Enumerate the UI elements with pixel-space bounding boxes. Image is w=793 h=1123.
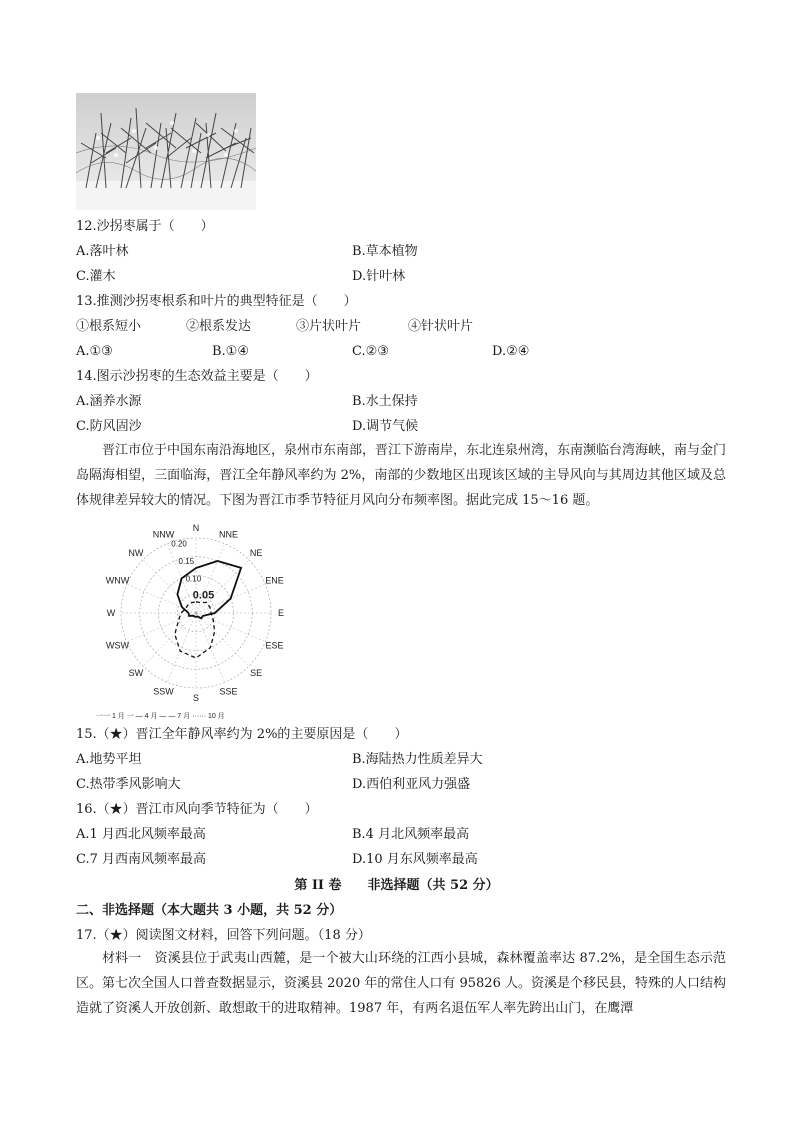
direction-label-s: S [192, 693, 200, 703]
direction-label-ne: NE [249, 547, 263, 558]
direction-label-ene: ENE [265, 575, 284, 586]
q15-option-c[interactable]: C.热带季风影响大 [76, 777, 181, 792]
direction-label-ssw: SSW [153, 686, 174, 697]
q14-option-d[interactable]: D.调节气候 [352, 419, 419, 434]
q13-statement-2: ②根系发达 [186, 319, 252, 334]
direction-label-wsw: WSW [106, 640, 129, 651]
direction-label-ese: ESE [265, 640, 284, 651]
material-one: 材料一 资溪县位于武夷山西麓，是一个被大山环绕的江西小县城，森林覆盖率达 87.2%，是全国生态示范区。第七次全国人口普查数据显示，资溪县 2020 年的常住人口有 95826 人。资溪是个移民县，特殊的人口结构造就了资溪人开放创新、敢想敢干的进取精神。1987 年，有两名退伍军人率先跨出山门，在鹰潭 [76, 951, 726, 1016]
q14-option-b[interactable]: B.水土保持 [352, 394, 418, 409]
ring-label-1: 0.15 [178, 557, 195, 566]
q15-option-d[interactable]: D.西伯利亚风力强盛 [352, 777, 471, 792]
q12-option-d[interactable]: D.针叶林 [352, 269, 406, 284]
ring-label-3: 0.05 [192, 589, 215, 602]
q14-stem: 14.图示沙拐枣的生态效益主要是（ ） [76, 369, 318, 384]
direction-label-wnw: WNW [105, 575, 130, 586]
q13-option-a[interactable]: A.①③ [76, 344, 113, 359]
q12-option-c[interactable]: C.灌木 [76, 269, 116, 284]
series-line-1 [175, 602, 215, 658]
spoke-ssw [167, 613, 196, 682]
spoke-wsw [127, 613, 196, 642]
part-two-title: 第 II 卷 非选择题（共 52 分） [294, 878, 499, 893]
q13-option-b[interactable]: B.①④ [212, 344, 249, 359]
q17-stem: 17.（★）阅读图文材料，回答下列问题。（18 分） [76, 928, 371, 943]
q16-option-a[interactable]: A.1 月西北风频率最高 [76, 827, 206, 842]
direction-label-sw: SW [128, 668, 144, 679]
direction-label-sse: SSE [219, 686, 238, 697]
q15-stem: 15.（★）晋江全年静风率约为 2%的主要原因是（ ） [76, 727, 408, 742]
q13-option-d[interactable]: D.②④ [492, 344, 530, 359]
direction-label-nw: NW [128, 547, 144, 558]
reading-passage: 晋江市位于中国东南沿海地区，泉州市东南部，晋江下游南岸，东北连泉州湾，东南濒临台湾海峡，南与金门岛隔海相望，三面临海，晋江全年静风率约为 2%，南部的少数地区出现该区域的主导风向与其周边其他区域及总体规律差异较大的情况。下图为晋江市季节特征月风向分布频率图。据此完成 15～16 题。 [76, 443, 727, 508]
direction-label-nne: NNE [218, 529, 239, 540]
direction-label-e: E [277, 608, 285, 618]
spoke-se [196, 613, 249, 666]
q16-option-d[interactable]: D.10 月东风频率最高 [352, 852, 478, 867]
direction-label-nnw: NNW [152, 529, 175, 540]
section-heading: 二、非选择题（本大题共 3 小题，共 52 分） [76, 903, 343, 918]
shrub-photo [76, 93, 256, 210]
spoke-sw [143, 613, 196, 666]
ring-label-0: 0.20 [171, 539, 187, 549]
wind-rose-grid [121, 538, 271, 688]
q16-option-b[interactable]: B.4 月北风频率最高 [352, 827, 470, 842]
q13-stem: 13.推测沙拐枣根系和叶片的典型特征是（ ） [76, 294, 357, 309]
q13-statement-4: ④针状叶片 [408, 319, 474, 334]
q13-option-c[interactable]: C.②③ [352, 344, 389, 359]
q16-option-c[interactable]: C.7 月西南风频率最高 [76, 852, 207, 867]
q13-statement-1: ①根系短小 [76, 319, 142, 334]
q13-statement-3: ③片状叶片 [296, 319, 362, 334]
q15-option-b[interactable]: B.海陆热力性质差异大 [352, 752, 483, 767]
wind-rose-legend: 一一 1 月 一 — 4 月 — — 7 月 ······ 10 月 [96, 713, 225, 720]
q12-stem: 12.沙拐枣属于（ ） [76, 219, 214, 234]
q16-stem: 16.（★）晋江市风向季节特征为（ ） [76, 802, 318, 817]
q14-option-a[interactable]: A.涵养水源 [76, 394, 142, 409]
spoke-wnw [127, 584, 196, 613]
direction-label-n: N [192, 523, 200, 533]
wind-rose-chart [86, 518, 306, 723]
q14-option-c[interactable]: C.防风固沙 [76, 419, 142, 434]
q12-option-b[interactable]: B.草本植物 [352, 244, 418, 259]
direction-label-w: W [106, 608, 116, 618]
spoke-ese [196, 613, 265, 642]
direction-label-se: SE [250, 668, 263, 679]
ring-label-2: 0.10 [185, 574, 202, 584]
q12-option-a[interactable]: A.落叶林 [76, 244, 129, 259]
q15-option-a[interactable]: A.地势平坦 [76, 752, 142, 767]
